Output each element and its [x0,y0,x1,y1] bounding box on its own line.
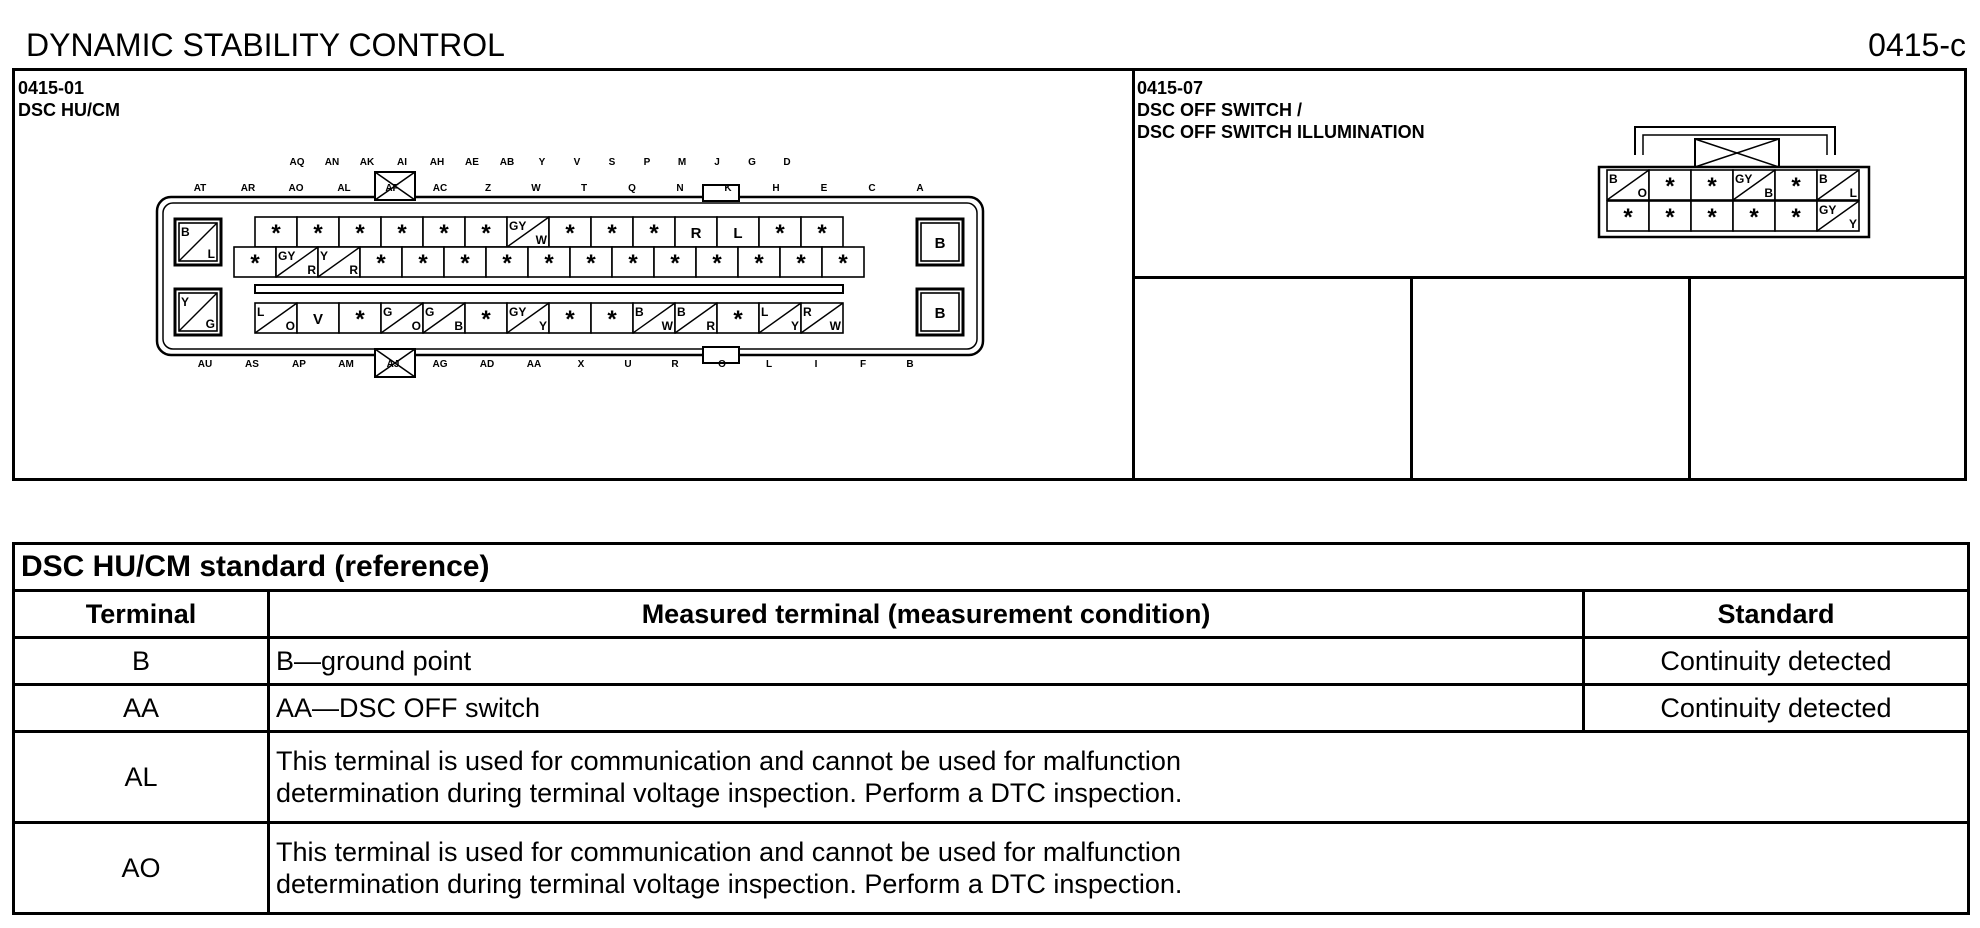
wire-color-main: B [181,225,190,239]
unused-terminal-mark: * [670,250,680,277]
condition-line: determination during terminal voltage inspection. Perform a DTC inspection. [276,869,1183,899]
wire-color: B [934,235,946,252]
unused-terminal-mark: * [481,306,491,333]
wire-color-main: GY [1819,203,1837,217]
wire-color-stripe: L [207,247,215,261]
pin-label: AU [197,359,213,370]
pin-label: C [868,183,876,194]
pin-label: AH [429,157,445,168]
wire-color-main: Y [320,249,329,263]
unused-terminal-mark: * [1665,204,1675,231]
wire-color-stripe: Y [1848,217,1857,231]
connector-name-left: DSC HU/CM [18,100,120,120]
wire-color: V [312,311,324,328]
unused-terminal-mark: * [565,220,575,247]
wire-color-main: GY [278,249,296,263]
wire-color: L [733,225,743,242]
pin-label: AK [359,157,375,168]
pin-label: AT [193,183,207,194]
wire-color-stripe: R [307,263,316,277]
table-caption: DSC HU/CM standard (reference) [14,544,1969,591]
unused-terminal-mark: * [649,220,659,247]
pin-label: H [772,183,780,194]
wire-color-stripe: G [205,317,215,331]
page-title: DYNAMIC STABILITY CONTROL [26,27,505,63]
panel-divider [1410,276,1413,478]
pin-label: R [671,359,679,370]
terminal-cell: AL [14,732,269,823]
wire-color-main: GY [509,305,527,319]
wire-color-main: GY [509,219,527,233]
pin-label: J [714,157,720,168]
table-row [14,823,1969,914]
pin-label: B [906,359,914,370]
panel-divider [1132,71,1135,478]
pin-label: AO [288,183,304,194]
wire-color-stripe: R [349,263,358,277]
wire-color-main: B [635,305,644,319]
unused-terminal-mark: * [313,220,323,247]
wire-color: B [934,305,946,322]
pin-label: AJ [386,359,400,370]
unused-terminal-mark: * [628,250,638,277]
pin-label: N [676,183,684,194]
header-standard: Standard [1584,591,1969,638]
wire-color-stripe: B [1764,186,1773,200]
unused-terminal-mark: * [439,220,449,247]
condition-cell [269,823,1969,914]
header-terminal: Terminal [14,591,269,638]
unused-terminal-mark: * [355,306,365,333]
pin-label: AI [397,157,407,168]
pin-label: Q [628,183,636,194]
wire-color-stripe: W [829,319,841,333]
unused-terminal-mark: * [1665,173,1675,200]
pin-label: W [531,183,541,194]
wire-color-stripe: W [535,233,547,247]
pin-label: AL [337,183,351,194]
unused-terminal-mark: * [376,250,386,277]
unused-terminal-mark: * [481,220,491,247]
pin-label: AD [479,359,495,370]
unused-terminal-mark: * [817,220,827,247]
wire-color-stripe: B [454,319,463,333]
terminal-cell: AA [14,685,269,732]
pin-label: AG [432,359,448,370]
pin-label: V [573,157,581,168]
connector-name-right-line1: DSC OFF SWITCH / [1137,100,1302,120]
pin-label: Y [538,157,546,168]
pin-label: AR [240,183,256,194]
unused-terminal-mark: * [397,220,407,247]
unused-terminal-mark: * [1623,204,1633,231]
pin-label: T [580,183,588,194]
header-condition: Measured terminal (measurement condition) [269,591,1584,638]
pin-label: P [643,157,651,168]
key-notch-top [703,185,739,201]
pin-label: X [577,359,585,370]
unused-terminal-mark: * [250,250,260,277]
unused-terminal-mark: * [1791,173,1801,200]
pin-label: G [748,157,756,168]
pin-label: O [718,359,726,370]
standard-cell: Continuity detected [1584,685,1969,732]
condition-cell: B—ground point [269,638,1584,685]
wire-color-stripe: R [706,319,715,333]
pin-label: E [820,183,828,194]
wire-color-main: B [677,305,686,319]
unused-terminal-mark: * [712,250,722,277]
connector-code-right: 0415-07 [1137,78,1204,98]
pin-label: AE [465,157,479,168]
wire-color-stripe: Y [790,319,799,333]
connector-name-right-line2: DSC OFF SWITCH ILLUMINATION [1137,122,1425,142]
pin-label: F [859,359,867,370]
wire-color-main: L [761,305,769,319]
wire-color-stripe: O [1637,186,1647,200]
unused-terminal-mark: * [271,220,281,247]
unused-terminal-mark: * [1791,204,1801,231]
pin-label: S [608,157,616,168]
wire-color-main: G [425,305,435,319]
dsc-hucm-connector [155,155,995,405]
wire-color-main: B [1609,172,1618,186]
pin-label: K [724,183,732,194]
pin-label: AM [338,359,354,370]
dsc-off-switch-connector [1595,115,1880,255]
unused-terminal-mark: * [607,306,617,333]
condition-cell: AA—DSC OFF switch [269,685,1584,732]
pin-label: AS [245,359,259,370]
pin-label: A [916,183,924,194]
unused-terminal-mark: * [607,220,617,247]
unused-terminal-mark: * [418,250,428,277]
wire-color-main: G [383,305,393,319]
terminal-cell: B [14,638,269,685]
pin-label: AC [432,183,448,194]
wire-color-main: Y [181,295,190,309]
pin-label: Z [484,183,492,194]
unused-terminal-mark: * [355,220,365,247]
wire-color-stripe: O [411,319,421,333]
wire-color: R [690,225,702,242]
unused-terminal-mark: * [1749,204,1759,231]
unused-terminal-mark: * [565,306,575,333]
unused-terminal-mark: * [544,250,554,277]
terminal-cell: AO [14,823,269,914]
unused-terminal-mark: * [838,250,848,277]
condition-line: determination during terminal voltage inspection. Perform a DTC inspection. [276,778,1183,808]
table-row [14,732,1969,823]
pin-label: U [624,359,632,370]
wire-color-stripe: Y [538,319,547,333]
unused-terminal-mark: * [586,250,596,277]
pin-label: L [765,359,773,370]
wire-color-stripe: W [661,319,673,333]
condition-cell [269,732,1969,823]
condition-line: This terminal is used for communication and cannot be used for malfunction [276,837,1181,867]
pin-label: AB [499,157,515,168]
unused-terminal-mark: * [460,250,470,277]
standard-table [12,542,1970,915]
pin-label: D [783,157,791,168]
center-rib [255,285,843,293]
unused-terminal-mark: * [1707,204,1717,231]
table-row [14,638,1969,685]
connector-code-left: 0415-01 [18,78,85,98]
unused-terminal-mark: * [796,250,806,277]
wire-color-main: B [1819,172,1828,186]
wire-color-main: GY [1735,172,1753,186]
pin-label: AF [385,183,399,194]
wire-color-main: R [803,305,812,319]
wire-color-stripe: L [1849,186,1857,200]
unused-terminal-mark: * [502,250,512,277]
wire-color-stripe: O [285,319,295,333]
panel-divider [1132,276,1967,279]
unused-terminal-mark: * [733,306,743,333]
condition-line: This terminal is used for communication and cannot be used for malfunction [276,746,1181,776]
unused-terminal-mark: * [754,250,764,277]
table-row [14,685,1969,732]
pin-label: M [677,157,687,168]
pin-label: AA [526,359,542,370]
panel-divider [1688,276,1691,478]
pin-label: AQ [289,157,305,168]
pin-label: AP [292,359,306,370]
unused-terminal-mark: * [775,220,785,247]
unused-terminal-mark: * [1707,173,1717,200]
standard-cell: Continuity detected [1584,638,1969,685]
pin-label: I [814,359,818,370]
wire-color-main: L [257,305,265,319]
page-code: 0415-c [1868,27,1966,63]
pin-label: AN [324,157,340,168]
